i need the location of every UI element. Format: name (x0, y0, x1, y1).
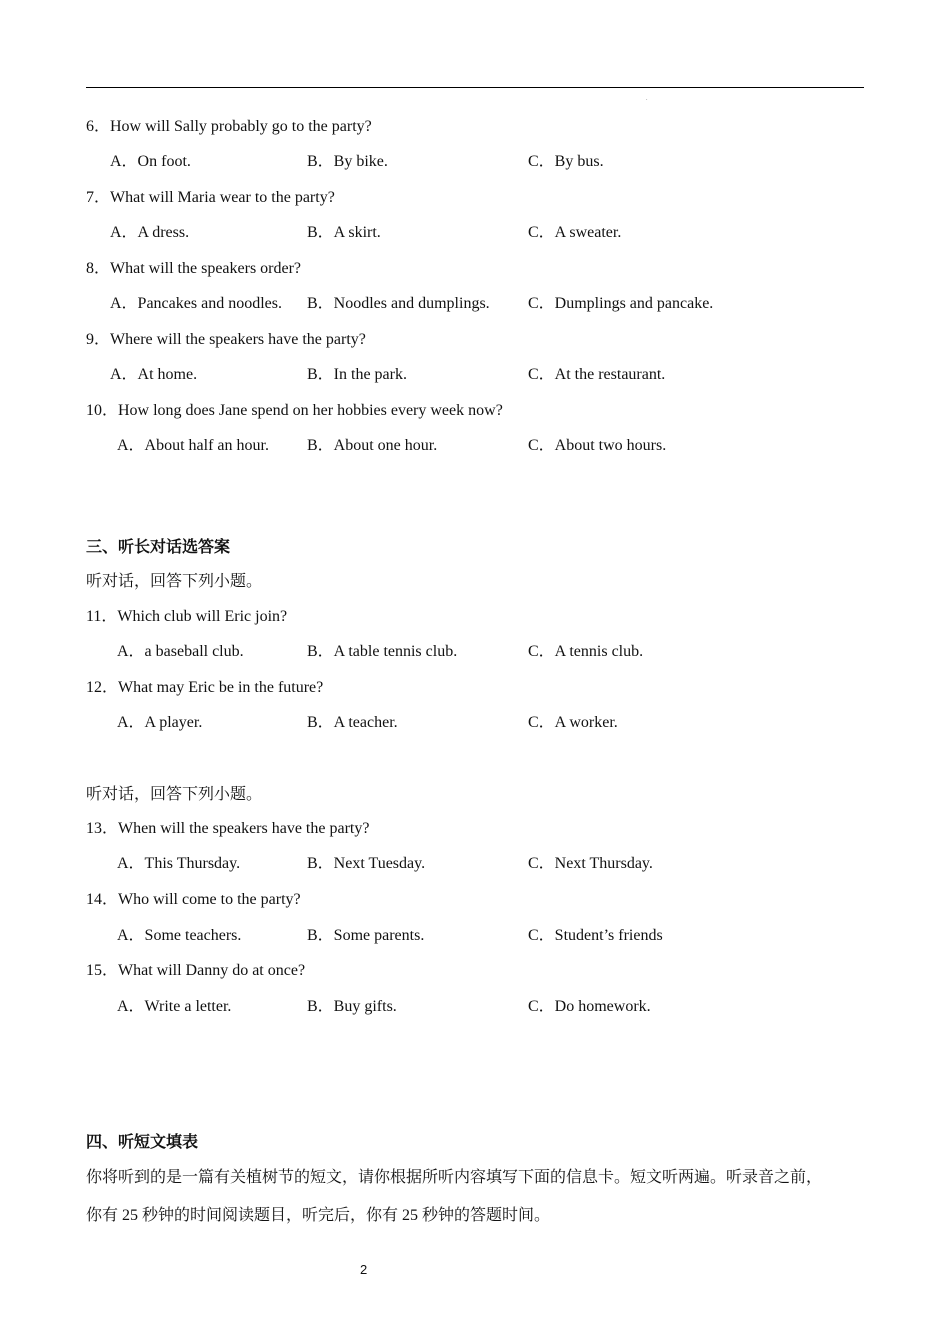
option-13c: C．Next Thursday. (528, 855, 653, 872)
section-4-title: 四、听短文填表 (86, 1134, 199, 1151)
option-13a: A．This Thursday. (117, 855, 241, 872)
option-12a: A．A player. (117, 714, 203, 731)
option-6a: A．On foot. (110, 153, 191, 170)
option-13b: B．Next Tuesday. (307, 855, 426, 872)
section-4-paragraph-line-1: 你将听到的是一篇有关植树节的短文，请你根据所听内容填写下面的信息卡。短文听两遍。听录音之前， (86, 1169, 823, 1186)
option-8a: A．Pancakes and noodles. (110, 295, 282, 312)
option-11a: A．a baseball club. (117, 643, 244, 660)
option-15c: C．Do homework. (528, 998, 651, 1015)
page-number: 2 (360, 1262, 368, 1277)
section-3-instruction-2: 听对话，回答下列小题。 (86, 786, 263, 803)
question-12: 12．What may Eric be in the future? (86, 679, 324, 696)
option-6c: C．By bus. (528, 153, 604, 170)
option-9c: C．At the restaurant. (528, 366, 666, 383)
header-rule (86, 87, 864, 88)
option-10c: C．About two hours. (528, 437, 667, 454)
option-12c: C．A worker. (528, 714, 618, 731)
question-7: 7．What will Maria wear to the party? (86, 189, 335, 206)
question-11: 11．Which club will Eric join? (86, 608, 288, 625)
section-3-instruction-1: 听对话，回答下列小题。 (86, 573, 263, 590)
section-3-title: 三、听长对话选答案 (86, 539, 231, 556)
option-7a: A．A dress. (110, 224, 190, 241)
section-4-paragraph-line-2: 你有 25 秒钟的时间阅读题目，听完后，你有 25 秒钟的答题时间。 (86, 1207, 551, 1224)
option-14a: A．Some teachers. (117, 927, 242, 944)
option-6b: B．By bike. (307, 153, 388, 170)
option-10a: A．About half an hour. (117, 437, 269, 454)
question-15: 15．What will Danny do at once? (86, 962, 306, 979)
question-8: 8．What will the speakers order? (86, 260, 302, 277)
option-8b: B．Noodles and dumplings. (307, 295, 490, 312)
option-11b: B．A table tennis club. (307, 643, 458, 660)
option-10b: B．About one hour. (307, 437, 438, 454)
option-8c: C．Dumplings and pancake. (528, 295, 714, 312)
option-7b: B．A skirt. (307, 224, 381, 241)
option-14b: B．Some parents. (307, 927, 425, 944)
option-15b: B．Buy gifts. (307, 998, 397, 1015)
header-mark: . (646, 96, 648, 102)
question-9: 9．Where will the speakers have the party? (86, 331, 366, 348)
option-15a: A．Write a letter. (117, 998, 232, 1015)
option-7c: C．A sweater. (528, 224, 622, 241)
option-11c: C．A tennis club. (528, 643, 644, 660)
question-6: 6．How will Sally probably go to the party? (86, 118, 372, 135)
question-14: 14．Who will come to the party? (86, 891, 301, 908)
option-14c: C．Student’s friends (528, 927, 663, 944)
question-10: 10．How long does Jane spend on her hobbies every week now? (86, 402, 503, 419)
question-13: 13．When will the speakers have the party? (86, 820, 370, 837)
option-9b: B．In the park. (307, 366, 407, 383)
option-12b: B．A teacher. (307, 714, 398, 731)
option-9a: A．At home. (110, 366, 198, 383)
